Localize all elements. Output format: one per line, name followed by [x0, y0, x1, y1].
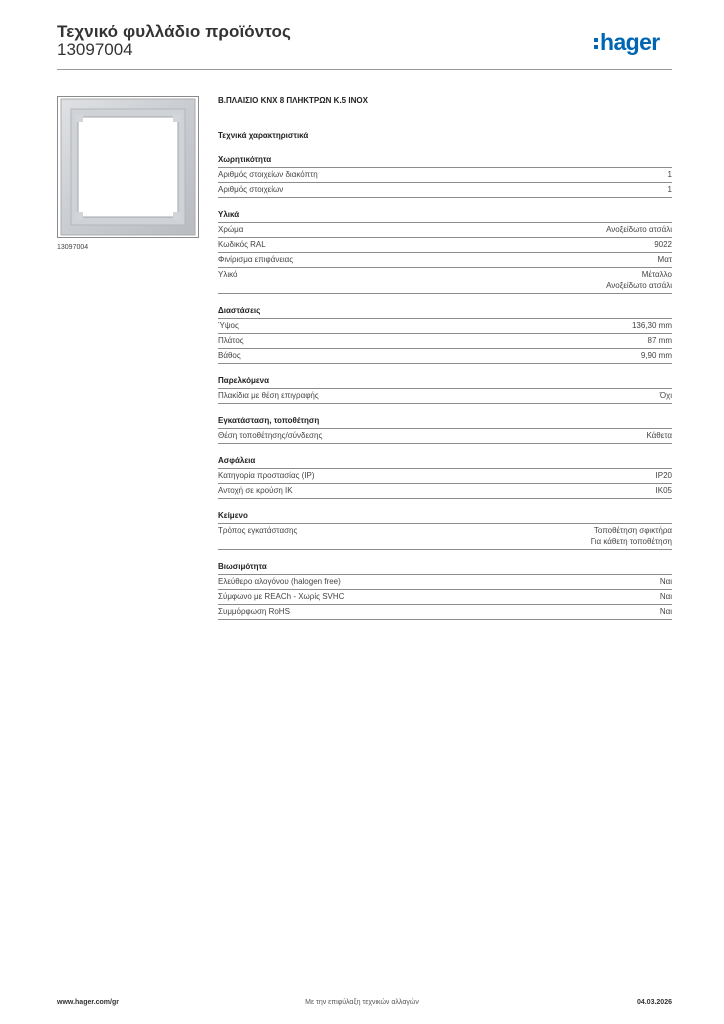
hager-logo [594, 30, 660, 54]
technical-characteristics-heading: Τεχνικά χαρακτηριστικά [218, 131, 309, 140]
spec-value: Τοποθέτηση σφικτήρα Για κάθετη τοποθέτηση [590, 526, 672, 546]
spec-row [218, 168, 672, 183]
spec-label: Αντοχή σε κρούση IK [218, 486, 293, 495]
spec-row [218, 183, 672, 198]
spec-section [218, 454, 672, 499]
spec-row [218, 524, 672, 550]
spec-section [218, 153, 672, 198]
footer-date: 04.03.2026 [636, 999, 672, 1006]
spec-label: Χρώμα [218, 225, 244, 234]
spec-label: Πλάτος [218, 336, 244, 345]
section-title: Ασφάλεια [218, 454, 672, 469]
spec-value: Όχι [659, 391, 672, 400]
spec-label: Τρόπος εγκατάστασης [218, 526, 298, 535]
spec-row [218, 484, 672, 499]
image-caption: 13097004 [57, 244, 89, 251]
product-details [218, 94, 672, 620]
product-code: 13097004 [57, 40, 133, 59]
spec-label: Φινίρισμα επιφάνειας [218, 255, 294, 264]
spec-value: 87 mm [647, 336, 672, 345]
spec-label: Αριθμός στοιχείων [218, 185, 284, 194]
spec-row [218, 575, 672, 590]
section-title: Εγκατάσταση, τοποθέτηση [218, 414, 672, 429]
product-image [57, 96, 199, 238]
spec-label: Θέση τοποθέτησης/σύνδεσης [218, 431, 323, 440]
spec-value: 9022 [654, 240, 672, 249]
section-title: Βιωσιμότητα [218, 560, 672, 575]
header-divider [57, 69, 672, 70]
logo-text: hager [600, 29, 660, 55]
spec-section [218, 374, 672, 404]
section-title: Χωρητικότητα [218, 153, 672, 168]
spec-section [218, 304, 672, 364]
spec-sections [218, 153, 672, 620]
spec-row [218, 429, 672, 444]
spec-section [218, 208, 672, 294]
spec-row [218, 238, 672, 253]
spec-value: Ναι [659, 607, 672, 616]
page-title: Τεχνικό φυλλάδιο προϊόντος [57, 22, 291, 41]
spec-label: Κατηγορία προστασίας (IP) [218, 471, 315, 480]
section-title: Κείμενο [218, 509, 672, 524]
spec-row [218, 334, 672, 349]
frame-illustration-icon [58, 97, 198, 237]
spec-label: Κωδικός RAL [218, 240, 266, 249]
spec-label: Βάθος [218, 351, 241, 360]
spec-value: 9,90 mm [640, 351, 672, 360]
spec-section [218, 560, 672, 620]
footer-disclaimer: Με την επιφύλαξη τεχνικών αλλαγών [305, 999, 419, 1006]
spec-value: 1 [667, 185, 672, 194]
spec-value: Κάθετα [646, 431, 672, 440]
spec-row [218, 389, 672, 404]
spec-value: Ναι [659, 592, 672, 601]
spec-value: 1 [667, 170, 672, 179]
spec-label: Συμμόρφωση RoHS [218, 607, 290, 616]
spec-row [218, 319, 672, 334]
spec-row [218, 469, 672, 484]
spec-label: Σύμφωνο με REACh - Χωρίς SVHC [218, 592, 345, 601]
footer-website-link[interactable]: www.hager.com/gr [57, 999, 119, 1006]
spec-row [218, 590, 672, 605]
spec-label: Ύψος [218, 321, 239, 330]
spec-value: Ναι [659, 577, 672, 586]
spec-value: IP20 [655, 471, 672, 480]
spec-label: Πλακίδια με θέση επιγραφής [218, 391, 319, 400]
spec-label: Ελεύθερο αλογόνου (halogen free) [218, 577, 341, 586]
spec-label: Υλικό [218, 270, 238, 279]
spec-section [218, 509, 672, 550]
spec-value: IK05 [655, 486, 672, 495]
spec-label: Αριθμός στοιχείων διακόπτη [218, 170, 318, 179]
spec-row [218, 349, 672, 364]
spec-row [218, 268, 672, 294]
section-title: Παρελκόμενα [218, 374, 672, 389]
spec-value: Ματ [657, 255, 672, 264]
spec-value: 136,30 mm [631, 321, 672, 330]
product-name: Β.ΠΛΑΙΣΙΟ KNX 8 ΠΛΗΚΤΡΩΝ Κ.5 INOX [218, 96, 368, 105]
spec-value: Μέταλλο Ανοξείδωτο ατσάλι [606, 270, 672, 290]
spec-value: Ανοξείδωτο ατσάλι [606, 225, 672, 234]
spec-section [218, 414, 672, 444]
spec-row [218, 253, 672, 268]
logo-dots-icon [594, 38, 598, 49]
spec-row [218, 605, 672, 620]
section-title: Διαστάσεις [218, 304, 672, 319]
section-title: Υλικά [218, 208, 672, 223]
spec-row [218, 223, 672, 238]
